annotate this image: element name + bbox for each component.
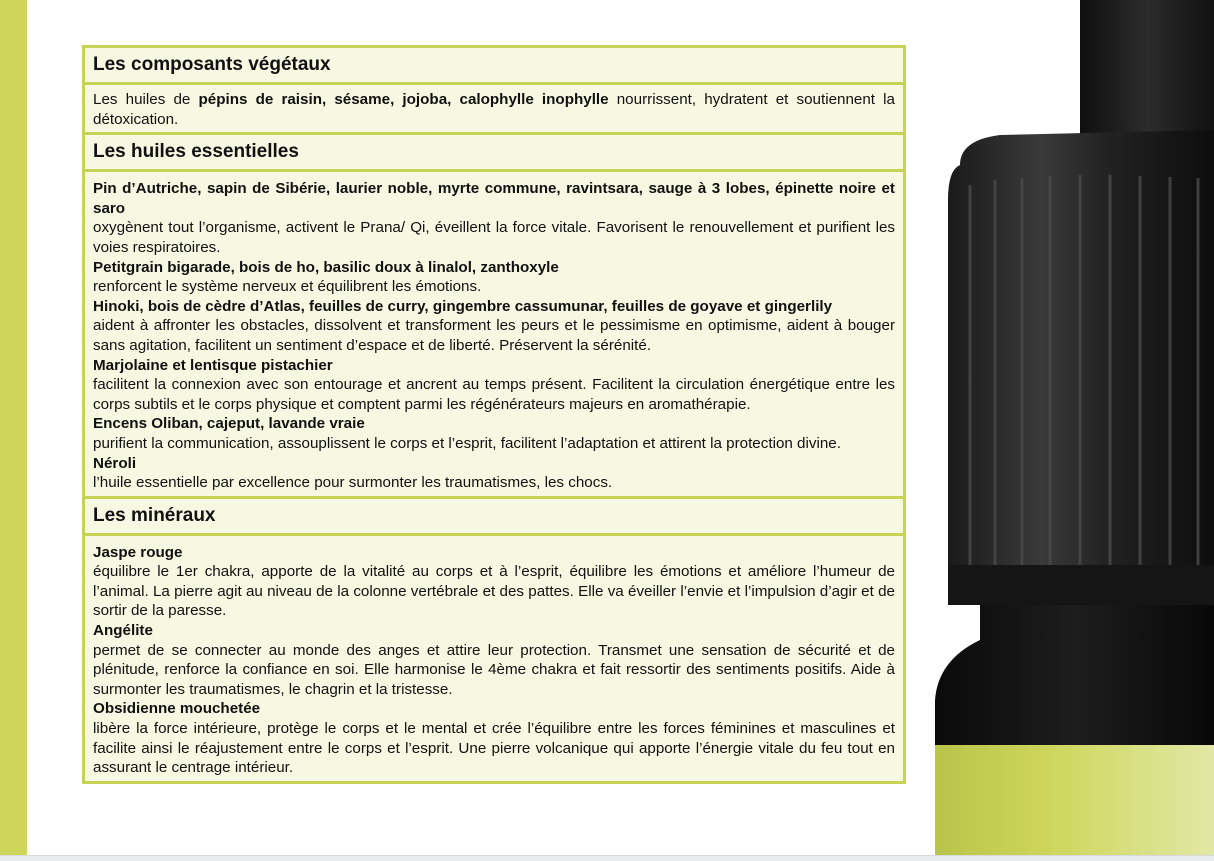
section-title-plants: Les composants végétaux [85,48,903,85]
section-body-plants [85,85,903,135]
oil-entry-text: purifient la communication, assouplissent le corps et l’esprit, facilitent l’adaptation et attirent la protection divine. [93,434,841,452]
oil-entry-text: renforcent le système nerveux et équilibrent les émotions. [93,278,482,296]
mineral-entry-text: permet de se connecter au monde des anges et attire leur protection. Transmet une sensation de sécurité et de plénitude, renforce la confiance en soi. Elle harmonise le 4ème chakra et fait ressortir des sentiments positifs. Aide à surmonter les traumatismes, le chagrin et la tristesse. [93,641,895,698]
section-body-essential-oils [85,172,903,499]
mineral-entry-name: Obsidienne mouchetée [93,700,261,718]
section-title-minerals: Les minéraux [85,499,903,536]
mineral-entry-name: Angélite [93,622,153,640]
mineral-entry-text: libère la force intérieure, protège le corps et le mental et crée l’équilibre entre les forces féminines et masculines et facilite ainsi le réajustement entre le corps et l’esprit. Une pierre volcanique qui apporte l’énergie vitale du feu tout en assurant le centrage intérieur. [93,720,895,777]
plants-intro-ingredients: pépins de raisin, sésame, jojoba, calophylle inophylle [198,91,609,108]
oil-entry-name: Néroli [93,454,137,472]
accent-side-bar [0,0,27,855]
section-title-essential-oils: Les huiles essentielles [85,135,903,172]
oil-entry-name: Encens Oliban, cajeput, lavande vraie [93,415,365,433]
dropper-bottle-image [930,0,1214,855]
oil-entry-name: Petitgrain bigarade, bois de ho, basilic doux à linalol, zanthoxyle [93,258,559,276]
oil-entry-text: facilitent la connexion avec son entourage et ancrent au temps présent. Facilitent la circulation énergétique entre les corps subtils et le corps physique et comptent parmi les régénérateurs majeurs en aromathérapie. [93,376,895,413]
oil-entry-name: Hinoki, bois de cèdre d’Atlas, feuilles de curry, gingembre cassumunar, feuilles de goyave et gingerlily [93,297,833,315]
oil-entry-text: oxygènent tout l’organisme, activent le Prana/ Qi, éveillent la force vitale. Favorisent le renouvellement et purifient les voies respiratoires. [93,219,895,256]
oil-entry-name: Marjolaine et lentisque pistachier [93,356,333,374]
plants-intro-suffix: nourrissent, hydratent et soutiennent la détoxication. [93,91,895,128]
mineral-entry-text: équilibre le 1er chakra, apporte de la vitalité au corps et à l’esprit, équilibre les émotions et améliore l’humeur de l’animal. La pierre agit au niveau de la colonne vertébrale et des pattes. Elle va éveiller l’envie et l’impulsion d’agir et de sortir de la paresse. [93,563,895,620]
section-body-minerals [85,536,903,781]
mineral-entry-name: Jaspe rouge [93,543,183,561]
plants-intro-prefix: Les huiles de [93,91,199,108]
oil-entry-name: Pin d’Autriche, sapin de Sibérie, laurier noble, myrte commune, ravintsara, sauge à 3 lobes, épinette noire et saro [93,180,895,217]
composition-table [82,45,906,784]
page-bottom-divider [0,855,1214,861]
oil-entry-text: aident à affronter les obstacles, dissolvent et transforment les peurs et le pessimisme en optimisme, aident à bouger sans agitation, facilitent un sentiment d’espace et de liberté. Préservent la sérénité. [93,317,895,354]
oil-entry-text: l’huile essentielle par excellence pour surmonter les traumatismes, les chocs. [93,474,613,492]
